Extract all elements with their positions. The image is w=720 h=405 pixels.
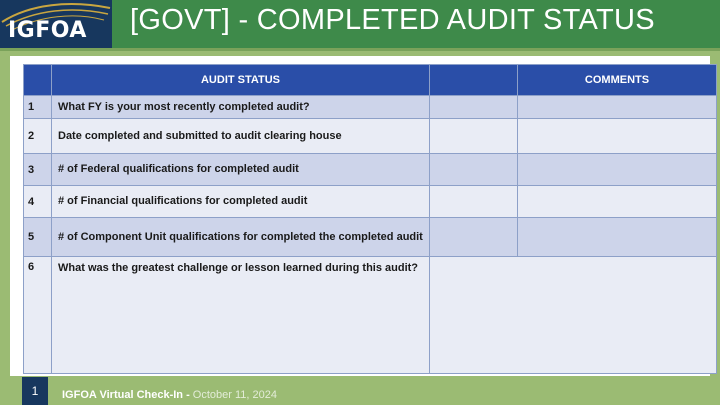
slide-number: 1: [22, 377, 48, 405]
table-row: [24, 257, 717, 374]
row-question: # of Financial qualifications for completed audit: [52, 186, 430, 218]
logo-text: IGFOA: [8, 18, 87, 43]
row-number: 3: [24, 154, 52, 186]
answer-cell[interactable]: [430, 186, 518, 218]
row-question: What FY is your most recently completed audit?: [52, 96, 430, 119]
answer-cell[interactable]: [430, 218, 518, 257]
table-header-row: [24, 65, 717, 96]
table-row: [24, 186, 717, 218]
row-number: 4: [24, 186, 52, 218]
header-divider: [0, 48, 720, 51]
footer-date: October 11, 2024: [192, 389, 277, 401]
table-row: [24, 154, 717, 186]
igfoa-logo: [0, 0, 112, 48]
footer-text: [62, 389, 277, 401]
row-number: 6: [24, 257, 52, 374]
comment-cell[interactable]: [518, 119, 717, 154]
column-header-audit-status: AUDIT STATUS: [52, 65, 430, 96]
column-header-blank: [430, 65, 518, 96]
row-question: Date completed and submitted to audit clearing house: [52, 119, 430, 154]
row-question: # of Federal qualifications for completed audit: [52, 154, 430, 186]
table-row: [24, 119, 717, 154]
answer-cell[interactable]: [430, 119, 518, 154]
answer-cell[interactable]: [430, 257, 717, 374]
row-question: What was the greatest challenge or lesson learned during this audit?: [52, 257, 430, 374]
comment-cell[interactable]: [518, 154, 717, 186]
answer-cell[interactable]: [430, 96, 518, 119]
table-row: [24, 218, 717, 257]
row-question: # of Component Unit qualifications for completed the completed audit: [52, 218, 430, 257]
page-title: [GOVT] - COMPLETED AUDIT STATUS: [130, 4, 655, 36]
table-row: [24, 96, 717, 119]
row-number: 2: [24, 119, 52, 154]
row-number: 5: [24, 218, 52, 257]
footer-event: IGFOA Virtual Check-In -: [62, 389, 193, 401]
comment-cell[interactable]: [518, 96, 717, 119]
audit-status-table: [23, 64, 717, 374]
row-number: 1: [24, 96, 52, 119]
column-header-comments: COMMENTS: [518, 65, 717, 96]
comment-cell[interactable]: [518, 186, 717, 218]
column-header-number: [24, 65, 52, 96]
answer-cell[interactable]: [430, 154, 518, 186]
comment-cell[interactable]: [518, 218, 717, 257]
